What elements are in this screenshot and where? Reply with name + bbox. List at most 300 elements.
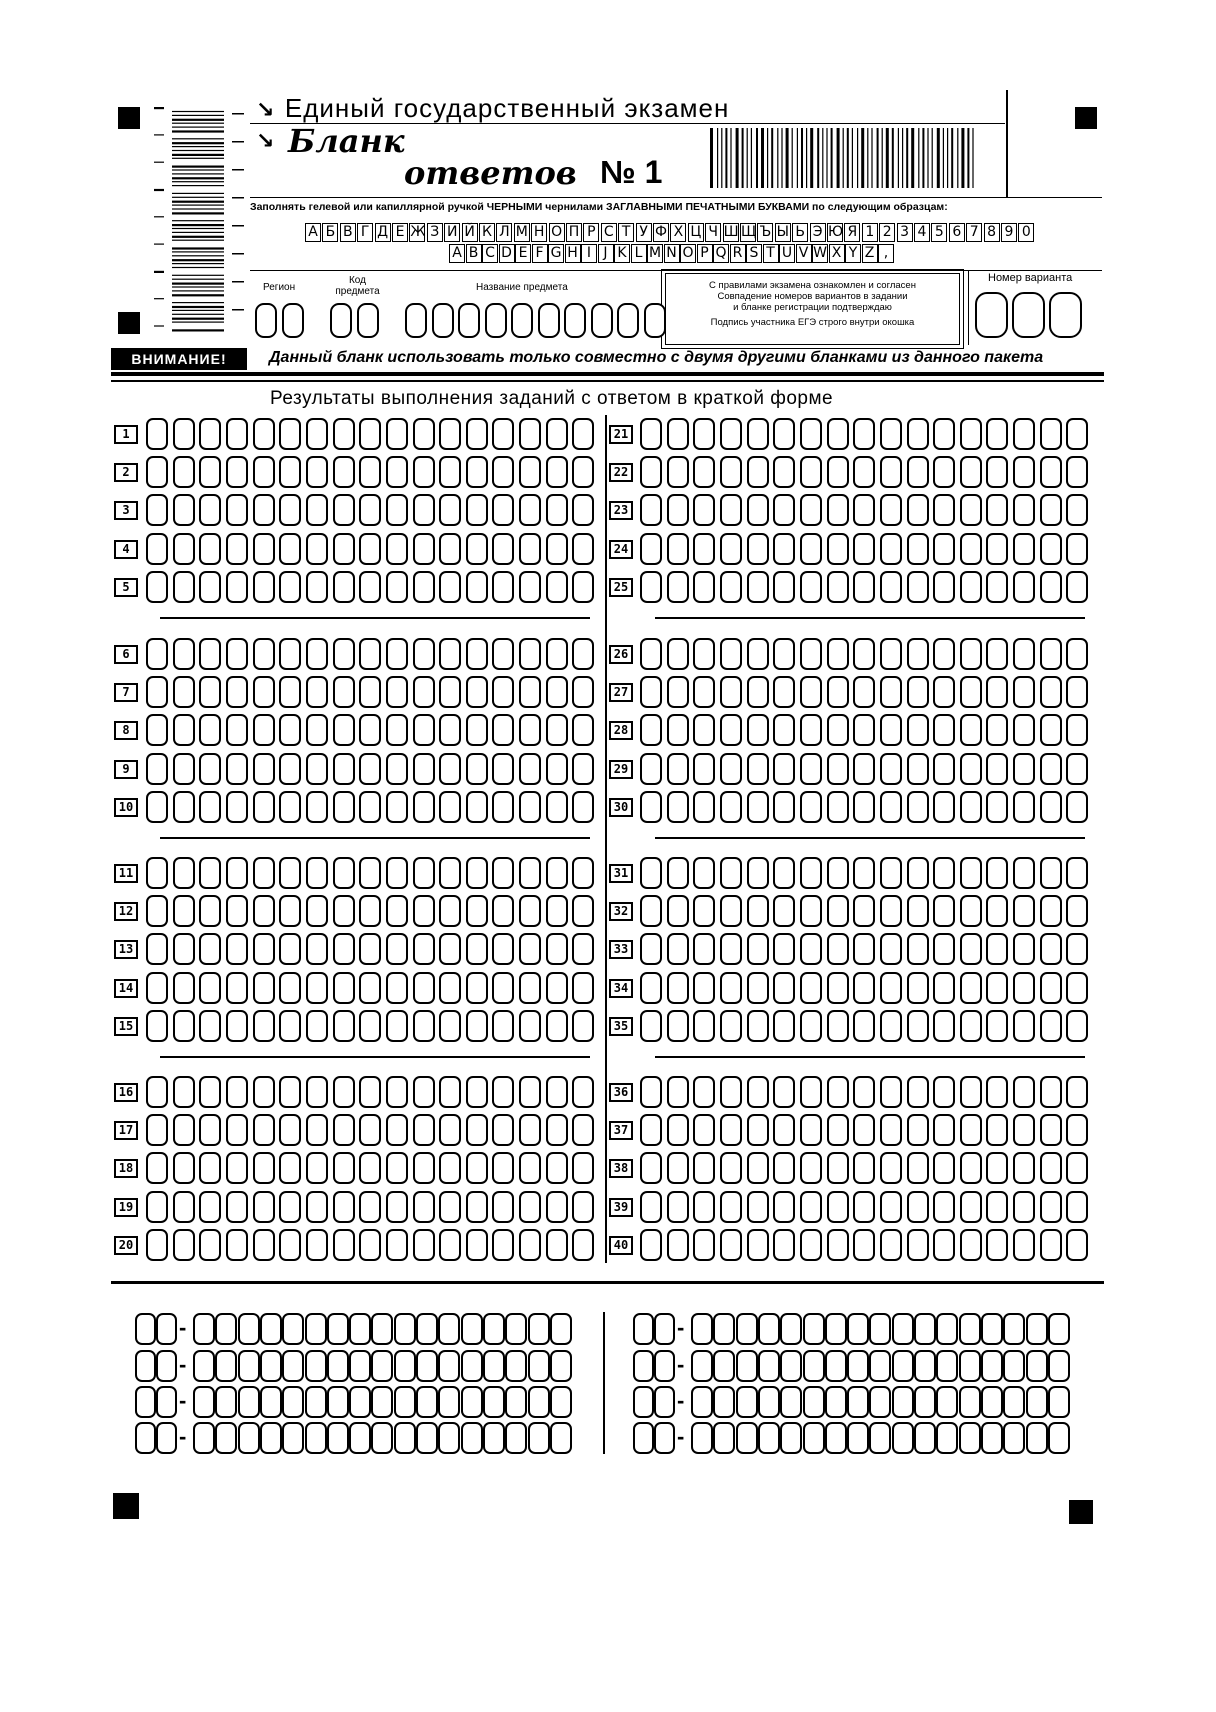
answer-cell[interactable] [439, 857, 461, 889]
answer-cell[interactable] [1013, 533, 1035, 565]
answer-cell[interactable] [1013, 676, 1035, 708]
answer-cell[interactable] [1066, 895, 1088, 927]
answer-cell[interactable] [800, 1229, 822, 1261]
replacement-answer-cell[interactable] [394, 1422, 416, 1454]
answer-cell[interactable] [386, 1114, 408, 1146]
answer-cell[interactable] [827, 933, 849, 965]
replacement-answer-cell[interactable] [371, 1386, 393, 1418]
answer-cell[interactable] [720, 1114, 742, 1146]
answer-cell[interactable] [519, 753, 541, 785]
replacement-answer-cell[interactable] [914, 1422, 936, 1454]
answer-cell[interactable] [279, 1010, 301, 1042]
replacement-answer-cell[interactable] [505, 1386, 527, 1418]
answer-cell[interactable] [306, 1076, 328, 1108]
answer-cell[interactable] [720, 456, 742, 488]
answer-cell[interactable] [173, 791, 195, 823]
answer-cell[interactable] [1013, 857, 1035, 889]
answer-cell[interactable] [466, 933, 488, 965]
replacement-answer-cell[interactable] [981, 1386, 1003, 1418]
subject-name-cell[interactable] [432, 303, 454, 338]
answer-cell[interactable] [827, 1010, 849, 1042]
answer-cell[interactable] [880, 791, 902, 823]
answer-cell[interactable] [572, 933, 594, 965]
answer-cell[interactable] [907, 1229, 929, 1261]
answer-cell[interactable] [333, 456, 355, 488]
answer-cell[interactable] [960, 533, 982, 565]
answer-cell[interactable] [466, 676, 488, 708]
answer-cell[interactable] [667, 533, 689, 565]
answer-cell[interactable] [880, 1114, 902, 1146]
replacement-answer-cell[interactable] [371, 1350, 393, 1382]
answer-cell[interactable] [853, 1114, 875, 1146]
answer-cell[interactable] [933, 494, 955, 526]
answer-cell[interactable] [439, 418, 461, 450]
answer-cell[interactable] [986, 895, 1008, 927]
answer-cell[interactable] [907, 1152, 929, 1184]
answer-cell[interactable] [1013, 753, 1035, 785]
replacement-answer-cell[interactable] [349, 1313, 371, 1345]
answer-cell[interactable] [933, 676, 955, 708]
answer-cell[interactable] [640, 791, 662, 823]
answer-cell[interactable] [693, 571, 715, 603]
answer-cell[interactable] [439, 895, 461, 927]
answer-cell[interactable] [773, 676, 795, 708]
replacement-answer-cell[interactable] [959, 1386, 981, 1418]
region-cell[interactable] [255, 303, 277, 338]
answer-cell[interactable] [439, 494, 461, 526]
answer-cell[interactable] [413, 714, 435, 746]
answer-cell[interactable] [1066, 1010, 1088, 1042]
answer-cell[interactable] [853, 1191, 875, 1223]
answer-cell[interactable] [279, 456, 301, 488]
replacement-answer-cell[interactable] [825, 1313, 847, 1345]
answer-cell[interactable] [747, 533, 769, 565]
answer-cell[interactable] [279, 533, 301, 565]
answer-cell[interactable] [667, 714, 689, 746]
answer-cell[interactable] [226, 676, 248, 708]
answer-cell[interactable] [492, 933, 514, 965]
answer-cell[interactable] [439, 1152, 461, 1184]
replacement-answer-cell[interactable] [215, 1313, 237, 1345]
answer-cell[interactable] [439, 456, 461, 488]
answer-cell[interactable] [333, 1191, 355, 1223]
answer-cell[interactable] [439, 571, 461, 603]
answer-cell[interactable] [1066, 1191, 1088, 1223]
answer-cell[interactable] [279, 1229, 301, 1261]
answer-cell[interactable] [907, 456, 929, 488]
answer-cell[interactable] [747, 494, 769, 526]
answer-cell[interactable] [747, 676, 769, 708]
answer-cell[interactable] [1013, 1152, 1035, 1184]
answer-cell[interactable] [747, 857, 769, 889]
answer-cell[interactable] [253, 676, 275, 708]
answer-cell[interactable] [359, 895, 381, 927]
answer-cell[interactable] [747, 1114, 769, 1146]
replacement-answer-cell[interactable] [847, 1350, 869, 1382]
answer-cell[interactable] [827, 1229, 849, 1261]
subject-name-cell[interactable] [458, 303, 480, 338]
replacement-answer-cell[interactable] [1048, 1422, 1070, 1454]
answer-cell[interactable] [1040, 857, 1062, 889]
answer-cell[interactable] [720, 1229, 742, 1261]
answer-cell[interactable] [386, 571, 408, 603]
answer-cell[interactable] [572, 1076, 594, 1108]
answer-cell[interactable] [800, 1114, 822, 1146]
answer-cell[interactable] [306, 638, 328, 670]
answer-cell[interactable] [333, 1152, 355, 1184]
answer-cell[interactable] [386, 533, 408, 565]
subject-name-cell[interactable] [485, 303, 507, 338]
answer-cell[interactable] [439, 791, 461, 823]
answer-cell[interactable] [1066, 676, 1088, 708]
replacement-answer-cell[interactable] [550, 1350, 572, 1382]
answer-cell[interactable] [279, 972, 301, 1004]
replacement-answer-cell[interactable] [713, 1386, 735, 1418]
answer-cell[interactable] [933, 418, 955, 450]
answer-cell[interactable] [720, 418, 742, 450]
answer-cell[interactable] [773, 1076, 795, 1108]
answer-cell[interactable] [667, 494, 689, 526]
answer-cell[interactable] [986, 533, 1008, 565]
replacement-answer-cell[interactable] [550, 1422, 572, 1454]
replacement-answer-cell[interactable] [305, 1350, 327, 1382]
answer-cell[interactable] [546, 791, 568, 823]
answer-cell[interactable] [1013, 571, 1035, 603]
answer-cell[interactable] [519, 494, 541, 526]
answer-cell[interactable] [773, 753, 795, 785]
answer-cell[interactable] [306, 1229, 328, 1261]
answer-cell[interactable] [640, 676, 662, 708]
answer-cell[interactable] [173, 1114, 195, 1146]
answer-cell[interactable] [386, 972, 408, 1004]
answer-cell[interactable] [907, 933, 929, 965]
replacement-answer-cell[interactable] [461, 1313, 483, 1345]
answer-cell[interactable] [693, 933, 715, 965]
answer-cell[interactable] [572, 1229, 594, 1261]
answer-cell[interactable] [1040, 456, 1062, 488]
answer-cell[interactable] [1066, 753, 1088, 785]
answer-cell[interactable] [333, 638, 355, 670]
answer-cell[interactable] [800, 1152, 822, 1184]
answer-cell[interactable] [1040, 972, 1062, 1004]
answer-cell[interactable] [359, 714, 381, 746]
answer-cell[interactable] [199, 676, 221, 708]
answer-cell[interactable] [640, 1191, 662, 1223]
answer-cell[interactable] [1040, 494, 1062, 526]
answer-cell[interactable] [1066, 1114, 1088, 1146]
answer-cell[interactable] [413, 571, 435, 603]
replacement-answer-cell[interactable] [959, 1313, 981, 1345]
answer-cell[interactable] [253, 533, 275, 565]
replacement-answer-cell[interactable] [305, 1386, 327, 1418]
answer-cell[interactable] [146, 456, 168, 488]
answer-cell[interactable] [413, 895, 435, 927]
replacement-number-cell[interactable] [135, 1350, 156, 1382]
answer-cell[interactable] [146, 895, 168, 927]
answer-cell[interactable] [880, 857, 902, 889]
replacement-answer-cell[interactable] [869, 1422, 891, 1454]
answer-cell[interactable] [386, 1152, 408, 1184]
answer-cell[interactable] [667, 638, 689, 670]
answer-cell[interactable] [933, 895, 955, 927]
answer-cell[interactable] [667, 1076, 689, 1108]
answer-cell[interactable] [693, 791, 715, 823]
answer-cell[interactable] [880, 676, 902, 708]
answer-cell[interactable] [359, 933, 381, 965]
answer-cell[interactable] [306, 571, 328, 603]
answer-cell[interactable] [546, 1229, 568, 1261]
answer-cell[interactable] [253, 494, 275, 526]
answer-cell[interactable] [800, 638, 822, 670]
answer-cell[interactable] [199, 638, 221, 670]
answer-cell[interactable] [492, 494, 514, 526]
answer-cell[interactable] [519, 1229, 541, 1261]
answer-cell[interactable] [853, 895, 875, 927]
answer-cell[interactable] [253, 1114, 275, 1146]
answer-cell[interactable] [827, 571, 849, 603]
replacement-answer-cell[interactable] [959, 1422, 981, 1454]
replacement-answer-cell[interactable] [959, 1350, 981, 1382]
answer-cell[interactable] [306, 753, 328, 785]
replacement-answer-cell[interactable] [483, 1350, 505, 1382]
answer-cell[interactable] [1040, 638, 1062, 670]
answer-cell[interactable] [359, 1010, 381, 1042]
replacement-answer-cell[interactable] [691, 1422, 713, 1454]
answer-cell[interactable] [1040, 714, 1062, 746]
answer-cell[interactable] [359, 753, 381, 785]
answer-cell[interactable] [492, 1191, 514, 1223]
answer-cell[interactable] [439, 714, 461, 746]
answer-cell[interactable] [279, 571, 301, 603]
replacement-answer-cell[interactable] [736, 1422, 758, 1454]
answer-cell[interactable] [880, 1010, 902, 1042]
answer-cell[interactable] [773, 714, 795, 746]
answer-cell[interactable] [146, 1076, 168, 1108]
answer-cell[interactable] [933, 1076, 955, 1108]
answer-cell[interactable] [253, 714, 275, 746]
replacement-answer-cell[interactable] [550, 1313, 572, 1345]
answer-cell[interactable] [413, 1229, 435, 1261]
replacement-answer-cell[interactable] [550, 1386, 572, 1418]
answer-cell[interactable] [386, 1229, 408, 1261]
replacement-answer-cell[interactable] [282, 1422, 304, 1454]
answer-cell[interactable] [693, 1114, 715, 1146]
answer-cell[interactable] [1013, 456, 1035, 488]
answer-cell[interactable] [226, 857, 248, 889]
answer-cell[interactable] [907, 895, 929, 927]
answer-cell[interactable] [439, 533, 461, 565]
answer-cell[interactable] [466, 1076, 488, 1108]
answer-cell[interactable] [880, 494, 902, 526]
answer-cell[interactable] [1013, 1010, 1035, 1042]
replacement-answer-cell[interactable] [691, 1313, 713, 1345]
answer-cell[interactable] [960, 972, 982, 1004]
answer-cell[interactable] [827, 676, 849, 708]
replacement-answer-cell[interactable] [461, 1422, 483, 1454]
answer-cell[interactable] [226, 1010, 248, 1042]
answer-cell[interactable] [1013, 1191, 1035, 1223]
answer-cell[interactable] [519, 571, 541, 603]
answer-cell[interactable] [880, 1191, 902, 1223]
answer-cell[interactable] [1040, 1152, 1062, 1184]
answer-cell[interactable] [1040, 676, 1062, 708]
replacement-answer-cell[interactable] [691, 1350, 713, 1382]
replacement-answer-cell[interactable] [914, 1386, 936, 1418]
answer-cell[interactable] [333, 791, 355, 823]
replacement-number-cell[interactable] [633, 1313, 654, 1345]
answer-cell[interactable] [853, 494, 875, 526]
answer-cell[interactable] [413, 1114, 435, 1146]
answer-cell[interactable] [986, 1191, 1008, 1223]
answer-cell[interactable] [572, 456, 594, 488]
replacement-answer-cell[interactable] [193, 1386, 215, 1418]
answer-cell[interactable] [173, 1229, 195, 1261]
answer-cell[interactable] [519, 1152, 541, 1184]
answer-cell[interactable] [853, 676, 875, 708]
answer-cell[interactable] [880, 1076, 902, 1108]
replacement-answer-cell[interactable] [869, 1313, 891, 1345]
answer-cell[interactable] [413, 791, 435, 823]
answer-cell[interactable] [800, 972, 822, 1004]
answer-cell[interactable] [986, 456, 1008, 488]
answer-cell[interactable] [519, 972, 541, 1004]
answer-cell[interactable] [306, 456, 328, 488]
replacement-answer-cell[interactable] [736, 1313, 758, 1345]
answer-cell[interactable] [800, 791, 822, 823]
replacement-answer-cell[interactable] [461, 1386, 483, 1418]
answer-cell[interactable] [1040, 933, 1062, 965]
answer-cell[interactable] [199, 571, 221, 603]
answer-cell[interactable] [146, 753, 168, 785]
answer-cell[interactable] [279, 418, 301, 450]
replacement-answer-cell[interactable] [327, 1422, 349, 1454]
answer-cell[interactable] [667, 753, 689, 785]
answer-cell[interactable] [640, 1152, 662, 1184]
answer-cell[interactable] [546, 571, 568, 603]
answer-cell[interactable] [747, 571, 769, 603]
answer-cell[interactable] [853, 456, 875, 488]
answer-cell[interactable] [359, 1152, 381, 1184]
answer-cell[interactable] [933, 1191, 955, 1223]
answer-cell[interactable] [827, 714, 849, 746]
answer-cell[interactable] [667, 418, 689, 450]
answer-cell[interactable] [519, 1010, 541, 1042]
answer-cell[interactable] [960, 638, 982, 670]
answer-cell[interactable] [173, 857, 195, 889]
answer-cell[interactable] [519, 1114, 541, 1146]
answer-cell[interactable] [693, 1229, 715, 1261]
answer-cell[interactable] [413, 676, 435, 708]
answer-cell[interactable] [693, 418, 715, 450]
answer-cell[interactable] [519, 676, 541, 708]
replacement-answer-cell[interactable] [394, 1386, 416, 1418]
answer-cell[interactable] [466, 895, 488, 927]
answer-cell[interactable] [439, 972, 461, 1004]
subject-code-cell[interactable] [330, 303, 352, 338]
answer-cell[interactable] [199, 456, 221, 488]
answer-cell[interactable] [880, 714, 902, 746]
replacement-answer-cell[interactable] [505, 1422, 527, 1454]
answer-cell[interactable] [572, 895, 594, 927]
answer-cell[interactable] [492, 418, 514, 450]
answer-cell[interactable] [519, 638, 541, 670]
answer-cell[interactable] [359, 638, 381, 670]
answer-cell[interactable] [173, 676, 195, 708]
replacement-answer-cell[interactable] [282, 1350, 304, 1382]
answer-cell[interactable] [466, 1114, 488, 1146]
replacement-answer-cell[interactable] [892, 1386, 914, 1418]
answer-cell[interactable] [359, 1114, 381, 1146]
answer-cell[interactable] [667, 972, 689, 1004]
answer-cell[interactable] [773, 533, 795, 565]
replacement-answer-cell[interactable] [327, 1313, 349, 1345]
answer-cell[interactable] [466, 418, 488, 450]
replacement-answer-cell[interactable] [416, 1386, 438, 1418]
answer-cell[interactable] [546, 1152, 568, 1184]
answer-cell[interactable] [880, 753, 902, 785]
replacement-number-cell[interactable] [156, 1350, 177, 1382]
answer-cell[interactable] [146, 533, 168, 565]
answer-cell[interactable] [226, 1152, 248, 1184]
replacement-number-cell[interactable] [633, 1386, 654, 1418]
answer-cell[interactable] [253, 418, 275, 450]
answer-cell[interactable] [720, 857, 742, 889]
answer-cell[interactable] [572, 791, 594, 823]
answer-cell[interactable] [439, 1076, 461, 1108]
answer-cell[interactable] [747, 895, 769, 927]
answer-cell[interactable] [1013, 1076, 1035, 1108]
answer-cell[interactable] [986, 857, 1008, 889]
answer-cell[interactable] [960, 571, 982, 603]
answer-cell[interactable] [1040, 1114, 1062, 1146]
answer-cell[interactable] [827, 1152, 849, 1184]
answer-cell[interactable] [546, 895, 568, 927]
answer-cell[interactable] [933, 571, 955, 603]
answer-cell[interactable] [933, 638, 955, 670]
answer-cell[interactable] [747, 933, 769, 965]
answer-cell[interactable] [800, 418, 822, 450]
answer-cell[interactable] [640, 933, 662, 965]
answer-cell[interactable] [986, 1114, 1008, 1146]
answer-cell[interactable] [640, 638, 662, 670]
replacement-answer-cell[interactable] [780, 1386, 802, 1418]
answer-cell[interactable] [359, 418, 381, 450]
answer-cell[interactable] [1066, 1152, 1088, 1184]
answer-cell[interactable] [1066, 494, 1088, 526]
answer-cell[interactable] [173, 972, 195, 1004]
answer-cell[interactable] [960, 933, 982, 965]
answer-cell[interactable] [667, 571, 689, 603]
answer-cell[interactable] [986, 1010, 1008, 1042]
region-cell[interactable] [282, 303, 304, 338]
answer-cell[interactable] [747, 714, 769, 746]
subject-name-cell[interactable] [591, 303, 613, 338]
answer-cell[interactable] [306, 857, 328, 889]
replacement-answer-cell[interactable] [505, 1350, 527, 1382]
answer-cell[interactable] [960, 857, 982, 889]
answer-cell[interactable] [720, 972, 742, 1004]
answer-cell[interactable] [827, 456, 849, 488]
replacement-answer-cell[interactable] [825, 1350, 847, 1382]
answer-cell[interactable] [333, 571, 355, 603]
answer-cell[interactable] [279, 1114, 301, 1146]
answer-cell[interactable] [907, 418, 929, 450]
replacement-answer-cell[interactable] [847, 1422, 869, 1454]
answer-cell[interactable] [306, 676, 328, 708]
answer-cell[interactable] [853, 857, 875, 889]
answer-cell[interactable] [519, 1191, 541, 1223]
replacement-answer-cell[interactable] [282, 1313, 304, 1345]
